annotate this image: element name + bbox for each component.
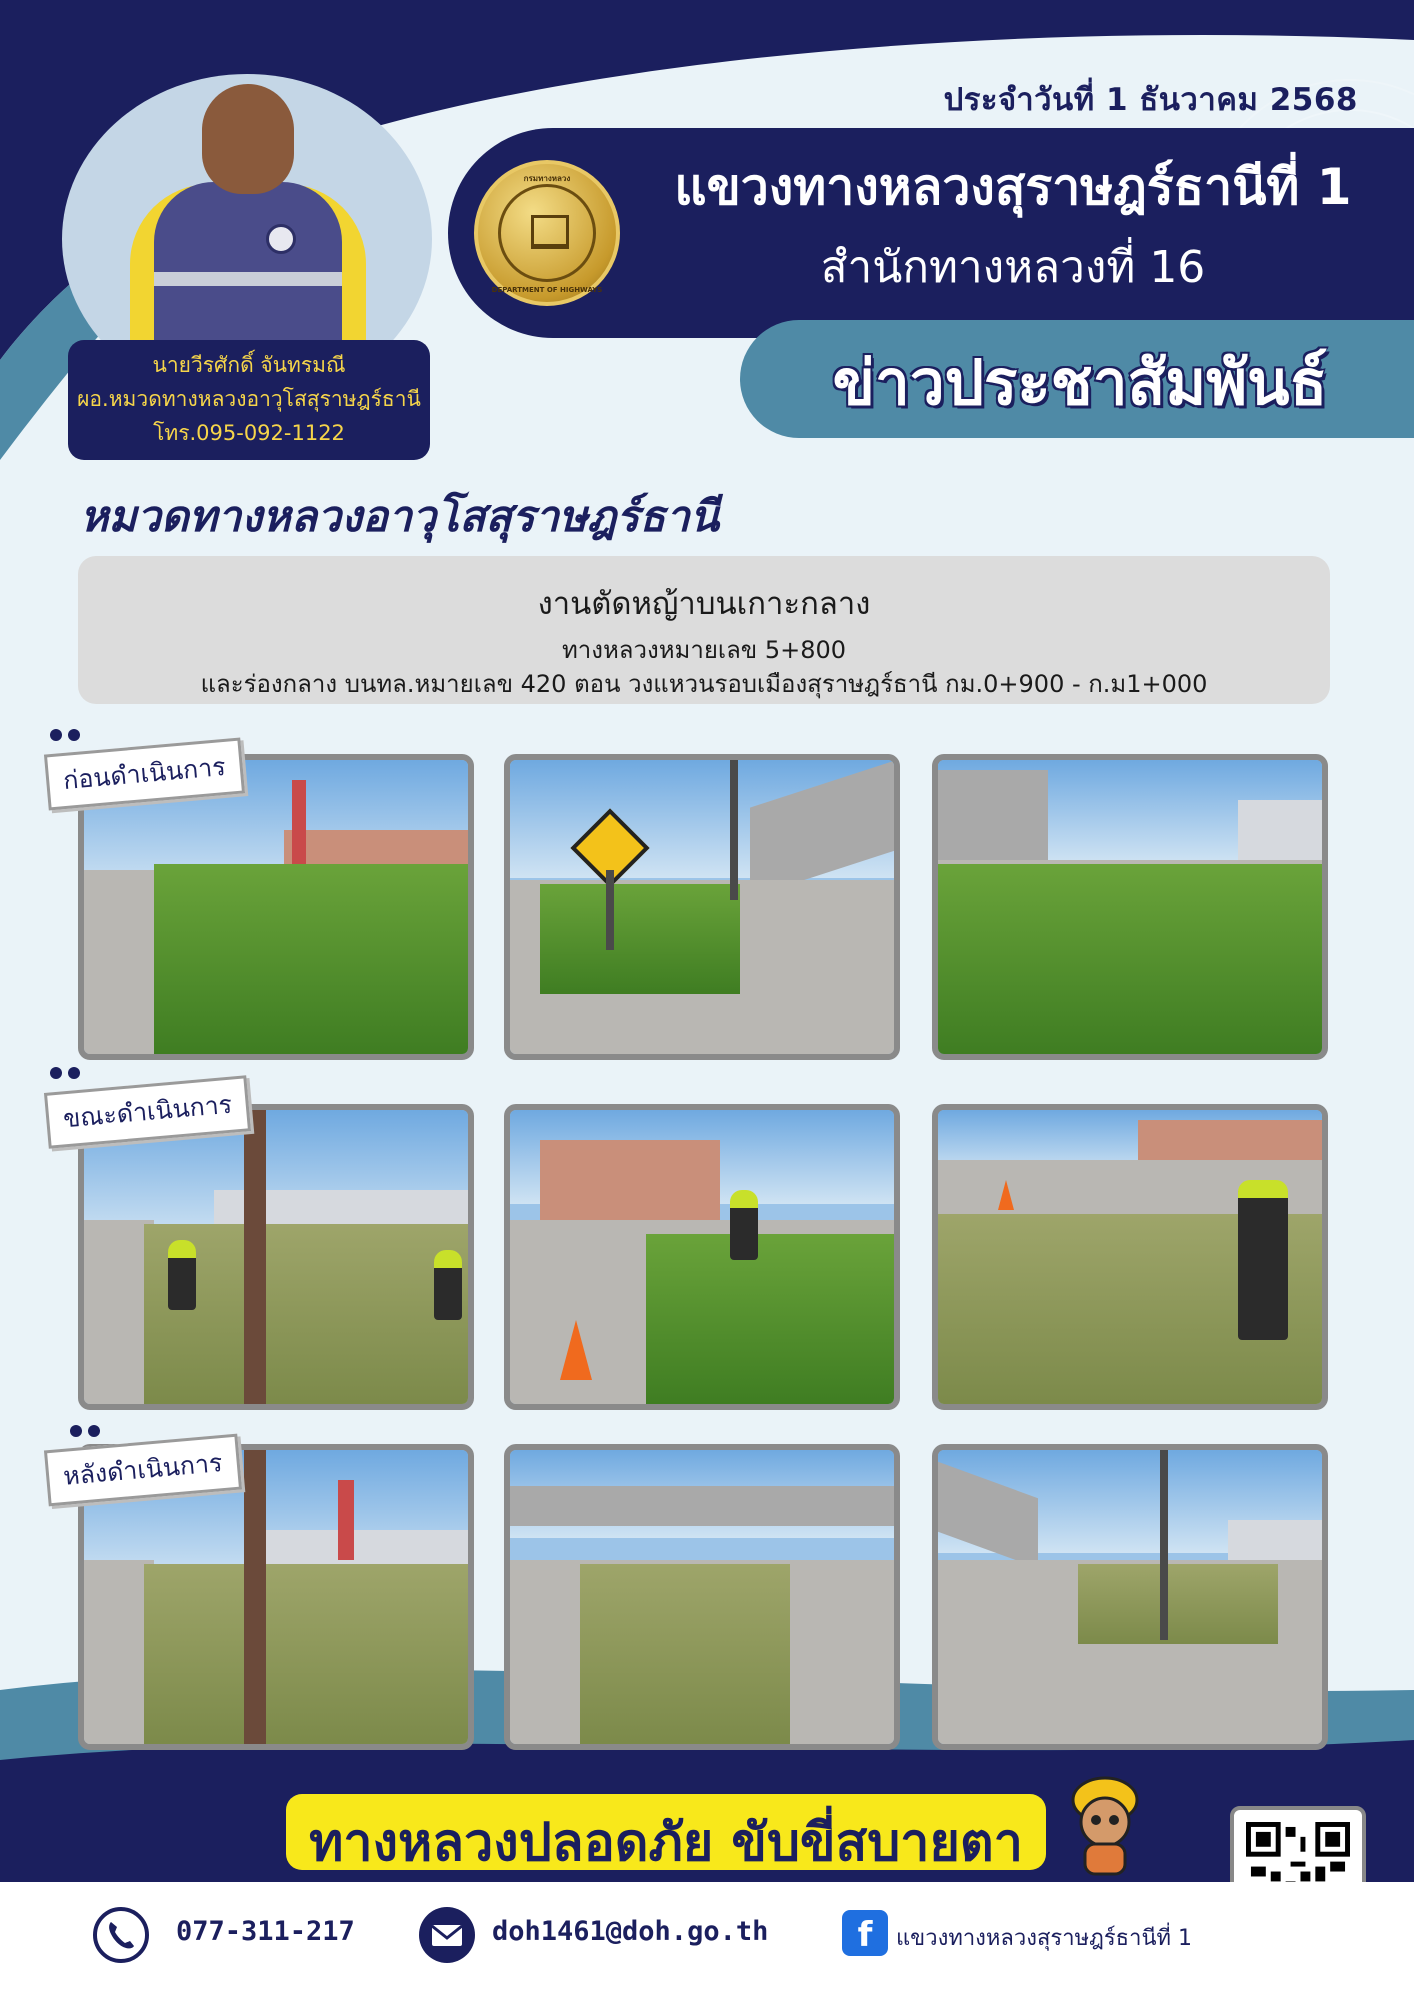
office-name: แขวงทางหลวงสุราษฎร์ธานีที่ 1 (674, 158, 1352, 216)
official-position: ผอ.หมวดทางหลวงอาวุโสสุราษฎร์ธานี (77, 387, 421, 411)
official-name: นายวีรศักดิ์ จันทรมณี (152, 353, 346, 377)
official-name-box (68, 340, 430, 460)
stage-dots-before (50, 726, 110, 746)
stage-label-after: หลังดำเนินการ (44, 1434, 242, 1507)
stage-label-before: ก่อนดำเนินการ (44, 738, 245, 811)
footer-phone[interactable]: 077-311-217 (176, 1916, 355, 1947)
photo-during-3 (932, 1104, 1328, 1410)
portrait-head (202, 84, 294, 194)
seal-top-text: กรมทางหลวง (523, 174, 571, 183)
work-location: และร่องกลาง บนทล.หมายเลข 420 ตอน วงแหวนรอบเมืองสุราษฎร์ธานี กม.0+900 - ก.ม1+000 (200, 670, 1208, 698)
photo-during-1 (78, 1104, 474, 1410)
footer-email[interactable]: doh1461@doh.go.th (492, 1916, 769, 1947)
mascot-icon (1060, 1770, 1150, 1880)
portrait-badge-icon (266, 224, 296, 254)
seal-bottom-text: DEPARTMENT OF HIGHWAYS (491, 286, 603, 294)
date-label: ประจำวันที่ 1 ธันวาคม 2568 (943, 82, 1358, 118)
stage-label-during: ขณะดำเนินการ (44, 1075, 251, 1149)
work-info-box (78, 556, 1330, 704)
photo-after-2 (504, 1444, 900, 1750)
slogan-box (286, 1794, 1046, 1873)
photo-after-3 (932, 1444, 1328, 1750)
bureau-name: สำนักทางหลวงที่ 16 (820, 242, 1206, 293)
portrait-vest-stripe (154, 272, 342, 286)
photo-during-2 (504, 1104, 900, 1410)
seal-ring (498, 184, 596, 282)
official-phone: โทร.095-092-1122 (153, 421, 345, 445)
seal-emblem (531, 215, 569, 249)
stage-dots-after (70, 1422, 130, 1442)
footer-facebook[interactable]: แขวงทางหลวงสุราษฎร์ธานีที่ 1 (896, 1926, 1192, 1951)
section-heading: หมวดทางหลวงอาวุโสสุราษฎร์ธานี (80, 492, 720, 542)
photo-before-2 (504, 754, 900, 1060)
phone-icon (92, 1906, 150, 1964)
email-icon (418, 1906, 476, 1964)
work-highway: ทางหลวงหมายเลข 5+800 (561, 636, 847, 664)
slogan-text: ทางหลวงปลอดภัย ขับขี่สบายตา (309, 1813, 1023, 1873)
work-title: งานตัดหญ้าบนเกาะกลาง (537, 586, 871, 622)
seal-icon (474, 160, 620, 306)
photo-before-3 (932, 754, 1328, 1060)
pr-title: ข่าวประชาสัมพันธ์ (832, 346, 1328, 419)
facebook-icon[interactable]: f (842, 1910, 888, 1956)
stage-dots-during (50, 1064, 110, 1084)
